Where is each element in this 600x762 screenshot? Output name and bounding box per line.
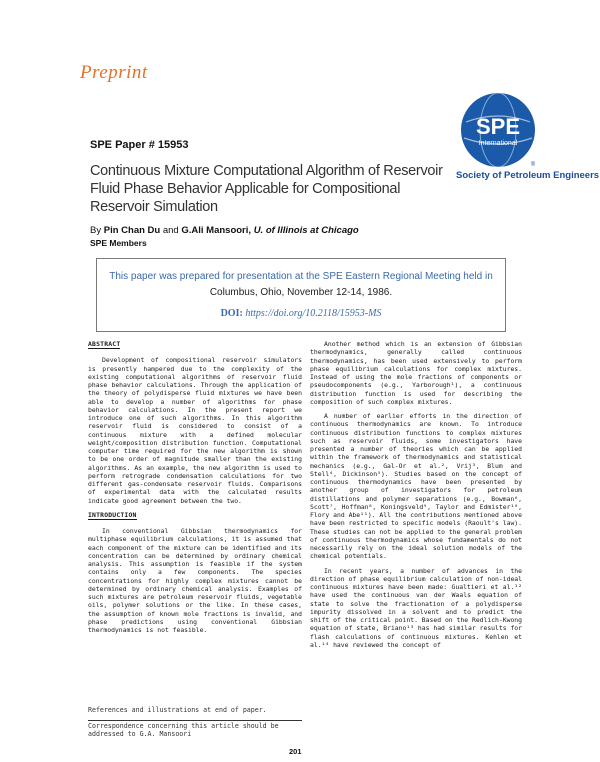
author-2: G.Ali Mansoori, [181, 225, 252, 236]
right-paragraph-3: In recent years, a number of advances in the direction of phase equilibrium calculation of non-ideal continuous mixtures have been made: Gualtieri et al.¹² have used the continuous van der Waals equation of state to solve the fractionation of a polydisperse impurity dissolved in a solvent and to predict the shift of the critical point. Based on the Redlich-Kwong equation of state, Briano¹³ has had similar results for flash calculations of continuous mixtures. Kehlen et al.¹⁴ have reviewed the concept of [310, 566, 522, 649]
society-name: Society of Petroleum Engineers [456, 170, 600, 181]
prepared-for-box [96, 258, 506, 332]
byline-by: By [90, 225, 102, 236]
spe-international-logo [458, 90, 538, 170]
right-paragraph-1: Another method which is an extension of Gibbsian thermodynamics, generally called continuous thermodynamics, has been used extensively to perform phase equilibrium calculations for complex mixtures. Instead of using the mole fractions of components or pseudocomponents (e.g., Yarborough¹), a continuous distribution function is used for describing the composition of such complex mixtures. [310, 340, 522, 406]
paper-number: SPE Paper # 15953 [90, 139, 189, 151]
author-1: Pin Chan Du [103, 225, 161, 236]
spe-members: SPE Members [90, 238, 147, 248]
paper-title: Continuous Mixture Computational Algorithm of Reservoir Fluid Phase Behavior Applicable for Compositional Reservoir Simulation [90, 163, 443, 215]
right-column [310, 340, 522, 655]
prepared-for-line-1: This paper was prepared for presentation at the SPE Eastern Regional Meeting held in [109, 271, 493, 282]
logo-international-text: International [478, 140, 518, 147]
logo-registered-mark: ® [530, 162, 536, 168]
right-paragraph-2: A number of earlier efforts in the direction of continuous thermodynamics are known. To introduce continuous distribution functions to complex mixtures such as reservoir fluids, some investigators have presented a number of theories which can be applied within the framework of thermodynamics and statistical mechanics (e.g., Gal-Or et al.², Vrij³, Blum and Stell⁴, Dickinson⁵). Studies based on the concept of continuous thermodynamics have been presented by another group of investigators for petroleum distillations and polymer separations (e.g., Bowman⁶, Scott⁷, Hoffman⁸, Koningsveld⁹, Taylor and Edmister¹⁰, Flory and Abe¹¹). All the contributions mentioned above have been restricted to specific models (Raoult's law). These studies can not be applied to the general problem of continuous thermodynamics whose fundamentals do not necessarily rely on the ideal solution models of the chemical potentials. [310, 412, 522, 561]
prepared-for-line-2: Columbus, Ohio, November 12-14, 1986. [209, 287, 393, 298]
doi-link[interactable]: https://doi.org/10.2118/15953-MS [245, 308, 382, 319]
correspondence-footnote: Correspondence concerning this article should be addressed to G.A. Mansoori [88, 720, 302, 738]
logo-spe-text: SPE [475, 114, 521, 139]
abstract-text: Development of compositional reservoir simulators is presently hampered due to the complexity of the existing computational algorithms of reservoir fluid phase behavior calculations. Through the application of the theory of polydisperse fluid mixtures we have been able to develop a number of algorithms for phase behavior calculations. In the present report we introduce one of such algorithms. In this algorithm reservoir fluid is considered to consist of a continuous mixture with a defined molecular weight/composition distribution function. Computational computer time required for the new algorithm is shown to be one order of magnitude smaller than the existing algorithms. As an example, the new algorithm is used to perform retrograde condensation calculations for two different gas-condensate reservoir fluids. Comparisons of experimental data with the calculated results indicate good agreement between the two. [88, 356, 302, 505]
page-number: 201 [289, 747, 302, 756]
introduction-heading: INTRODUCTION [88, 510, 137, 519]
preprint-label: Preprint [80, 62, 148, 83]
abstract-heading: ABSTRACT [88, 340, 121, 348]
references-footnote: References and illustrations at end of paper. [88, 706, 267, 714]
doi-row [97, 308, 505, 319]
byline [90, 225, 359, 236]
introduction-text: In conventional Gibbsian thermodynamics for multiphase equilibrium calculations, it is assumed that each component of the mixture can be identified and its concentration can be determined by ordinary chemical analysis. This assumption is feasible if the system contains only a few components. The species concentrations for highly complex mixtures cannot be determined by ordinary chemical analysis. Examples of such mixtures are petroleum reservoir fluids, vegetable oils, polymer solutions or the like. In these cases, the assumption of known mole fractions is invalid, and phase predictions using conventional Gibbsian thermodynamics is not feasible. [88, 527, 302, 634]
left-column [88, 340, 302, 640]
byline-and: and [162, 225, 179, 236]
doi-label: DOI: [220, 308, 243, 319]
affiliation: U. of Illinois at Chicago [253, 225, 359, 236]
